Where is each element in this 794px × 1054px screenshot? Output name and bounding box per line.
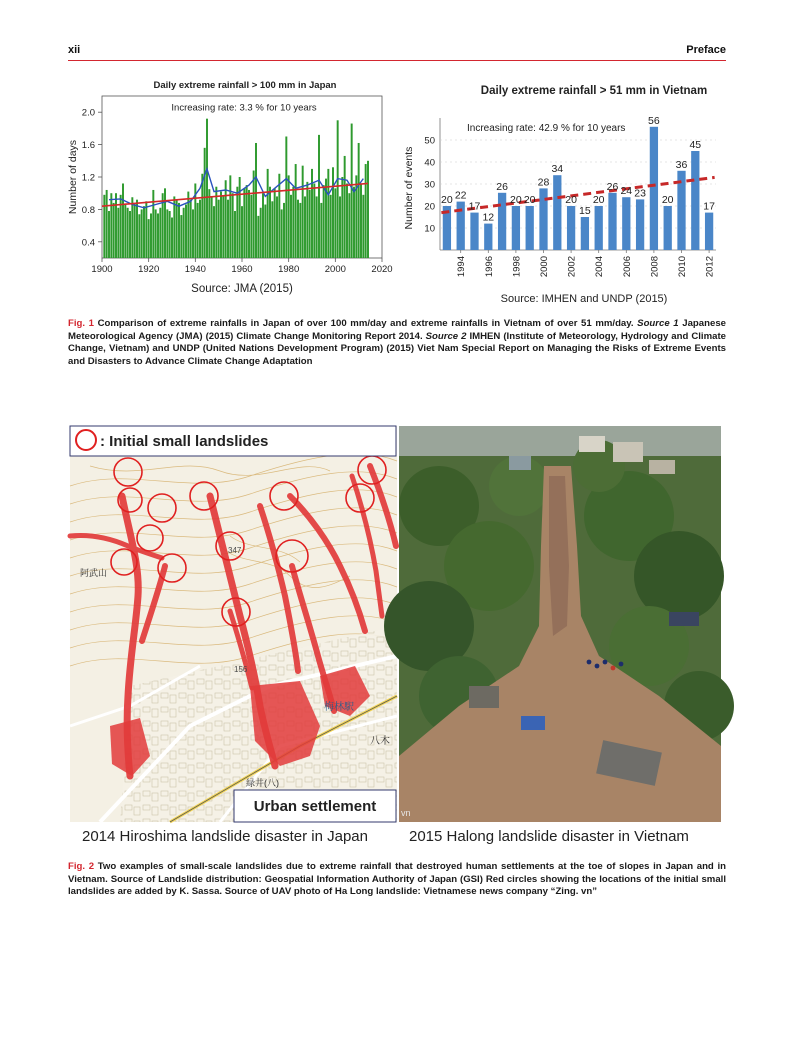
bar — [229, 175, 231, 258]
bar — [351, 124, 353, 258]
bar — [705, 213, 713, 250]
data-label: 17 — [468, 200, 481, 213]
bar — [143, 206, 145, 258]
bar — [526, 206, 534, 250]
x-tick-label: 1900 — [91, 264, 113, 275]
x-tick-label: 2020 — [371, 264, 393, 275]
x-tick-label: 2000 — [539, 256, 550, 278]
x-tick-label: 2012 — [704, 256, 716, 278]
bar — [145, 201, 147, 258]
bar — [260, 208, 262, 258]
bar — [236, 187, 238, 258]
bar — [353, 187, 355, 258]
bar — [169, 211, 171, 258]
data-label: 20 — [510, 194, 522, 206]
y-tick-label: 20 — [424, 201, 435, 213]
y-tick-label: 10 — [424, 223, 435, 235]
bar — [208, 189, 210, 258]
bar — [316, 196, 318, 258]
bar — [199, 200, 201, 258]
legend-text: : Initial small landslides — [100, 433, 269, 450]
bar — [234, 211, 236, 258]
bar — [218, 200, 220, 258]
bar — [337, 120, 339, 258]
excavator — [521, 716, 545, 730]
bar — [243, 188, 245, 258]
page-number: xii — [68, 44, 81, 56]
figure-1-label: Fig. 1 — [68, 318, 94, 329]
bar — [246, 185, 248, 258]
data-label: 20 — [523, 194, 536, 206]
bar — [103, 195, 105, 258]
map-label-elevation: 156 — [234, 665, 248, 674]
x-tick-label: 1998 — [511, 256, 523, 278]
bar — [171, 218, 173, 259]
bar — [176, 200, 178, 258]
y-tick-label: 40 — [424, 157, 435, 169]
data-label: 56 — [648, 114, 660, 127]
bar — [173, 196, 175, 258]
bar — [636, 199, 644, 250]
bar — [204, 148, 206, 258]
y-tick-label: 1.6 — [81, 140, 95, 152]
bar — [211, 196, 213, 258]
bar — [271, 201, 273, 258]
page-header — [68, 44, 726, 60]
bar — [141, 209, 143, 258]
bar — [220, 192, 222, 258]
bar — [215, 187, 217, 258]
bar — [115, 193, 117, 258]
x-tick-label: 1960 — [231, 264, 253, 275]
bar — [190, 200, 192, 258]
bar — [150, 213, 152, 258]
bar — [192, 209, 194, 258]
bar — [166, 209, 168, 258]
bar — [297, 200, 299, 258]
bar — [253, 171, 255, 258]
bar — [288, 175, 290, 258]
bar — [622, 197, 630, 250]
bar — [269, 187, 271, 258]
data-label: 26 — [496, 180, 508, 193]
bar — [129, 211, 131, 258]
bar — [136, 200, 138, 258]
bar — [339, 196, 341, 258]
data-label: 45 — [689, 139, 702, 151]
bar — [330, 195, 332, 258]
rescue-workers — [595, 664, 600, 669]
landslide-scar-shadow — [549, 476, 569, 636]
section-title: Preface — [686, 44, 726, 56]
bar — [362, 195, 364, 258]
bar — [567, 206, 575, 250]
bar — [241, 206, 243, 258]
bar — [365, 164, 367, 258]
data-label: 20 — [661, 194, 674, 206]
data-label: 20 — [592, 194, 605, 206]
bar — [276, 196, 278, 258]
figure-1-caption: Fig. 1 Comparison of extreme rainfalls in Japan of over 100 mm/day and extreme rainfalls in Vietnam of over 51 mm/day. Source 1 Japanese Meteorological Agency (JMA) (2015) Climate Change Monitoring Report 2014. Source 2 IMHEN (Institute of Meteorology, Hydrology and Climate Change, Vietnam) and UNDP (United Nations Development Program) (2015) Viet Nam Special Report on Managing the Risks of Extreme Events and Disasters to Advance Climate Change Adaptation — [68, 318, 726, 367]
bar — [358, 143, 360, 258]
bar — [201, 174, 203, 258]
y-tick-label: 30 — [424, 179, 435, 191]
bar — [318, 135, 320, 258]
bar — [152, 190, 154, 258]
map-label-district: 八木 — [370, 736, 390, 747]
bar — [553, 175, 561, 250]
bar — [131, 197, 133, 258]
y-tick-label: 0.4 — [81, 237, 95, 249]
bar — [225, 180, 227, 258]
bar — [274, 188, 276, 258]
rubble — [469, 686, 499, 708]
bar — [581, 217, 589, 250]
x-tick-label: 2002 — [566, 256, 578, 278]
bar — [608, 193, 616, 250]
rescue-workers — [619, 662, 624, 667]
x-tick-label: 1980 — [278, 264, 300, 275]
bar — [664, 206, 672, 250]
y-axis-label: Number of days — [67, 139, 79, 215]
bar — [299, 203, 301, 258]
data-label: 20 — [565, 194, 577, 206]
bar — [498, 193, 506, 250]
header-rule — [68, 60, 726, 61]
urban-settlement-label: Urban settlement — [253, 798, 377, 815]
bar — [164, 188, 166, 258]
bar — [213, 206, 215, 258]
x-tick-label: 2004 — [594, 256, 606, 278]
bar — [302, 166, 304, 258]
data-label: 15 — [579, 205, 591, 217]
bar — [232, 193, 234, 258]
rescue-workers — [587, 660, 592, 665]
bar — [278, 174, 280, 258]
figure-2-label: Fig. 2 — [68, 861, 95, 872]
bar — [346, 183, 348, 258]
data-label: 22 — [454, 189, 467, 202]
x-tick-label: 1920 — [138, 264, 160, 275]
x-axis-label: Source: JMA (2015) — [191, 283, 293, 295]
bar — [180, 215, 182, 258]
y-tick-label: 0.8 — [81, 204, 95, 216]
data-label: 36 — [675, 158, 688, 171]
bar — [127, 208, 129, 258]
bar — [183, 208, 185, 258]
bar — [222, 196, 224, 258]
bar — [250, 195, 252, 258]
bar — [650, 127, 658, 250]
bar — [344, 156, 346, 258]
map-label-district: 阿武山 — [80, 568, 108, 578]
x-tick-label: 1996 — [483, 256, 495, 278]
bar — [332, 167, 334, 258]
x-tick-label: 2006 — [621, 256, 633, 278]
sky-haze — [399, 426, 721, 456]
bar — [306, 182, 308, 258]
bar — [367, 161, 369, 258]
bar — [484, 224, 492, 250]
bar — [290, 195, 292, 258]
bar — [334, 188, 336, 258]
data-label: 24 — [620, 185, 633, 198]
x-axis-label: Source: IMHEN and UNDP (2015) — [500, 293, 668, 305]
bar — [264, 205, 266, 258]
x-tick-label: 2000 — [324, 264, 346, 275]
bar — [281, 209, 283, 258]
data-label: 26 — [606, 180, 619, 193]
bar — [122, 183, 124, 258]
japan-rainfall-chart — [60, 72, 393, 302]
bar — [470, 213, 478, 250]
bar — [323, 185, 325, 258]
rescue-workers — [611, 666, 616, 671]
bar — [138, 214, 140, 258]
y-tick-label: 2.0 — [81, 107, 95, 119]
chart-title: Daily extreme rainfall > 51 mm in Vietnam — [480, 85, 708, 97]
figure-2-caption: Fig. 2 Two examples of small-scale landslides due to extreme rainfall that destroyed human settlements at the toe of slopes in Japan and in Vietnam. Source of Landslide distribution: Geospatial Information Authority of Japan (GSI) Red circles showing the locations of the initial small landslides are added by K. Sassa. Source of UAV photo of Ha Long landslide: Vietnamese news company “Zing. vn” — [68, 861, 726, 897]
left-photo-caption: 2014 Hiroshima landslide disaster in Japan — [82, 828, 368, 845]
photo-watermark: vn — [401, 808, 411, 818]
bar — [292, 187, 294, 258]
bar — [117, 208, 119, 258]
x-tick-label: 1940 — [184, 264, 206, 275]
bar — [159, 208, 161, 258]
right-photo-caption: 2015 Halong landslide disaster in Vietnam — [409, 828, 689, 845]
rescue-workers — [603, 660, 608, 665]
x-tick-label: 2008 — [649, 256, 661, 278]
bar — [341, 177, 343, 258]
bar — [197, 203, 199, 258]
bar — [360, 183, 362, 258]
bar — [309, 190, 311, 258]
bar — [155, 209, 157, 258]
x-tick-label: 2010 — [677, 256, 688, 278]
bar — [691, 151, 699, 250]
bar — [124, 205, 126, 258]
bar — [157, 213, 159, 258]
increase-rate-annotation: Increasing rate: 42.9 % for 10 years — [467, 123, 626, 134]
bar — [304, 196, 306, 258]
map-label-district: 緑井(八) — [246, 778, 279, 788]
vietnam-rainfall-chart — [398, 74, 728, 310]
y-tick-label: 50 — [424, 135, 435, 147]
bar — [348, 193, 350, 258]
bar — [313, 183, 315, 258]
hiroshima-landslide-map — [70, 426, 397, 822]
bar — [178, 203, 180, 258]
halong-landslide-photo — [399, 426, 721, 822]
data-label: 12 — [482, 211, 495, 224]
trend-line — [441, 177, 714, 212]
bar — [285, 137, 287, 259]
bar — [295, 164, 297, 258]
bar — [262, 193, 264, 258]
map-label-station: 梅林駅 — [324, 702, 354, 713]
bar — [283, 203, 285, 258]
bar — [327, 169, 329, 258]
y-axis-label: Number of events — [403, 146, 415, 230]
map-label-summit: 347 — [228, 546, 242, 555]
data-label: 17 — [703, 200, 715, 213]
bar — [134, 203, 136, 258]
bar — [512, 206, 520, 250]
bar — [320, 203, 322, 258]
chart-title: Daily extreme rainfall > 100 mm in Japan — [153, 80, 337, 91]
x-tick-label: 1994 — [456, 256, 468, 278]
bar — [595, 206, 603, 250]
bar — [257, 216, 259, 258]
increase-rate-annotation: Increasing rate: 3.3 % for 10 years — [171, 102, 317, 114]
bar — [227, 200, 229, 258]
y-tick-label: 1.2 — [81, 172, 95, 184]
bar — [148, 219, 150, 258]
bar — [106, 190, 108, 258]
data-label: 28 — [537, 176, 550, 189]
data-label: 23 — [634, 187, 646, 200]
data-label: 20 — [441, 194, 453, 206]
bar — [185, 205, 187, 258]
bar — [108, 211, 110, 258]
bar — [113, 203, 115, 258]
data-label: 34 — [551, 163, 564, 176]
bar — [206, 119, 208, 258]
bar — [248, 190, 250, 258]
bar — [239, 177, 241, 258]
bar — [255, 143, 257, 258]
bar — [267, 169, 269, 258]
bar — [110, 193, 112, 258]
